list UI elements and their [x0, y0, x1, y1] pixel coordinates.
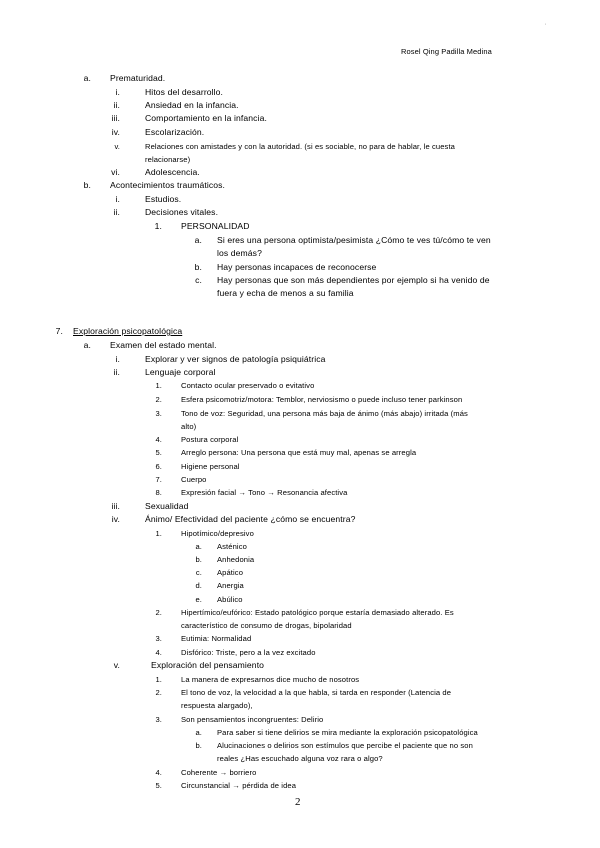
list-marker: i.: [115, 354, 120, 364]
list-marker: b.: [194, 262, 202, 272]
list-item-text: Contacto ocular preservado o evitativo: [181, 381, 315, 390]
list-item-text: Hitos del desarrollo.: [145, 87, 224, 97]
list-item-text: Anhedonia: [217, 555, 255, 564]
list-marker: a.: [194, 235, 202, 245]
list-item-text: Tono de voz: Seguridad, una persona más baja de ánimo (más abajo) irritada (más: [181, 409, 468, 418]
author-header: Rosel Qing Padilla Medina: [401, 47, 492, 56]
list-item-text: Circunstancial → pérdida de idea: [181, 781, 297, 790]
list-item-text: Escolarización.: [145, 127, 205, 137]
list-item-text: reales ¿Has escuchado alguna voz rara o algo?: [217, 754, 383, 763]
list-item-text: alto): [181, 422, 197, 431]
list-marker: iii.: [111, 501, 120, 511]
list-item-text: Abúlico: [217, 595, 243, 604]
list-item-text: Eutimia: Normalidad: [181, 634, 252, 643]
list-marker: iv.: [111, 127, 120, 137]
list-item-text: Prematuridad.: [110, 73, 166, 83]
list-marker: i.: [115, 87, 120, 97]
list-item-text: Adolescencia.: [145, 167, 200, 177]
list-item-text: Expresión facial → Tono → Resonancia afectiva: [181, 488, 348, 497]
list-item-text: Cuerpo: [181, 475, 207, 484]
list-item-text: relacionarse): [145, 155, 191, 164]
list-item-text: Examen del estado mental.: [110, 340, 217, 350]
list-marker: 1.: [154, 221, 162, 231]
list-item-text: Postura corporal: [181, 435, 239, 444]
list-item-text: Hay personas incapaces de reconocerse: [217, 262, 377, 272]
list-marker: 3.: [155, 715, 162, 724]
list-item-text: Lenguaje corporal: [145, 367, 216, 377]
list-item-text: los demás?: [217, 248, 262, 258]
list-item-text: La manera de expresarnos dice mucho de nosotros: [181, 675, 360, 684]
list-item-text: Relaciones con amistades y con la autoridad. (si es sociable, no para de hablar, le cuesta: [145, 142, 455, 151]
list-item-text: Sexualidad: [145, 501, 189, 511]
list-marker: 2.: [155, 395, 162, 404]
list-item-text: Comportamiento en la infancia.: [145, 113, 267, 123]
list-item-text: El tono de voz, la velocidad a la que habla, si tarda en responder (Latencia de: [181, 688, 452, 697]
list-marker: vi.: [111, 167, 120, 177]
list-marker: c.: [195, 568, 202, 577]
list-item-text: Arreglo persona: Una persona que está muy mal, apenas se arregla: [181, 448, 417, 457]
list-item-text: Decisiones vitales.: [145, 207, 219, 217]
list-item-text: Hipertímico/eufórico: Estado patológico porque estaría demasiado alterado. Es: [181, 608, 454, 617]
list-marker: v.: [114, 142, 120, 151]
list-item-text: Ánimo/ Efectividad del paciente ¿cómo se encuentra?: [145, 514, 356, 524]
list-marker: b.: [195, 741, 202, 750]
list-item-text: Apático: [217, 568, 244, 577]
list-item-text: Hipotímico/depresivo: [181, 529, 254, 538]
list-item-text: fuera y echa de menos a su familia: [217, 288, 354, 298]
list-item-text: Exploración psicopatológica: [73, 326, 183, 336]
list-marker: 4.: [155, 768, 162, 777]
list-item-text: Si eres una persona optimista/pesimista ¿Cómo te ves tú/cómo te ven: [217, 235, 491, 245]
list-marker: iii.: [111, 113, 120, 123]
page-number: 2: [295, 796, 301, 808]
list-marker: 5.: [155, 448, 162, 457]
list-marker: ii.: [113, 207, 120, 217]
list-marker: b.: [83, 180, 91, 190]
list-item-text: Exploración del pensamiento: [151, 660, 265, 670]
list-marker: ii.: [113, 100, 120, 110]
list-marker: 4.: [155, 648, 162, 657]
list-item-text: Coherente → borriero: [181, 768, 257, 777]
list-item-text: característico de consumo de drogas, bipolaridad: [181, 621, 352, 630]
list-item-text: Asténico: [217, 542, 247, 551]
list-marker: 5.: [155, 781, 162, 790]
list-item-text: Acontecimientos traumáticos.: [110, 180, 226, 190]
list-item-text: Explorar y ver signos de patología psiquiátrica: [145, 354, 326, 364]
list-item-text: Disfórico: Triste, pero a la vez excitado: [181, 648, 316, 657]
list-marker: 8.: [155, 488, 162, 497]
list-marker: 6.: [155, 462, 162, 471]
list-item-text: Anergia: [217, 581, 244, 590]
list-item-text: Hay personas que son más dependientes por ejemplo si ha venido de: [217, 275, 490, 285]
list-item-text: Alucinaciones o delirios son estímulos que percibe el paciente que no son: [217, 741, 473, 750]
list-marker: a.: [83, 340, 91, 350]
list-marker: 1.: [155, 529, 162, 538]
list-marker: a.: [83, 73, 91, 83]
list-marker: e.: [195, 595, 202, 604]
list-marker: i.: [115, 194, 120, 204]
list-marker: a.: [195, 728, 202, 737]
list-marker: 3.: [155, 634, 162, 643]
list-marker: 4.: [155, 435, 162, 444]
list-marker: a.: [195, 542, 202, 551]
list-item-text: Esfera psicomotriz/motora: Temblor, nerviosismo o puede incluso tener parkinson: [181, 395, 463, 404]
list-item-text: Son pensamientos incongruentes: Delirio: [181, 715, 324, 724]
list-item-text: PERSONALIDAD: [181, 221, 250, 231]
corner-mark: ': [545, 24, 547, 30]
list-marker: 3.: [155, 409, 162, 418]
list-marker: ii.: [113, 367, 120, 377]
list-item-text: Ansiedad en la infancia.: [145, 100, 239, 110]
list-marker: v.: [113, 660, 120, 670]
list-marker: b.: [195, 555, 202, 564]
list-item-text: Higiene personal: [181, 462, 240, 471]
list-item-text: Para saber si tiene delirios se mira mediante la exploración psicopatológica: [217, 728, 478, 737]
list-item-text: Estudios.: [145, 194, 182, 204]
list-marker: iv.: [111, 514, 120, 524]
list-marker: 1.: [155, 381, 162, 390]
list-item-text: respuesta alargado),: [181, 701, 253, 710]
list-marker: 2.: [155, 608, 162, 617]
list-marker: c.: [195, 275, 202, 285]
list-marker: 2.: [155, 688, 162, 697]
list-marker: 1.: [155, 675, 162, 684]
list-marker: 7.: [55, 326, 63, 336]
list-marker: 7.: [155, 475, 162, 484]
list-marker: d.: [195, 581, 202, 590]
